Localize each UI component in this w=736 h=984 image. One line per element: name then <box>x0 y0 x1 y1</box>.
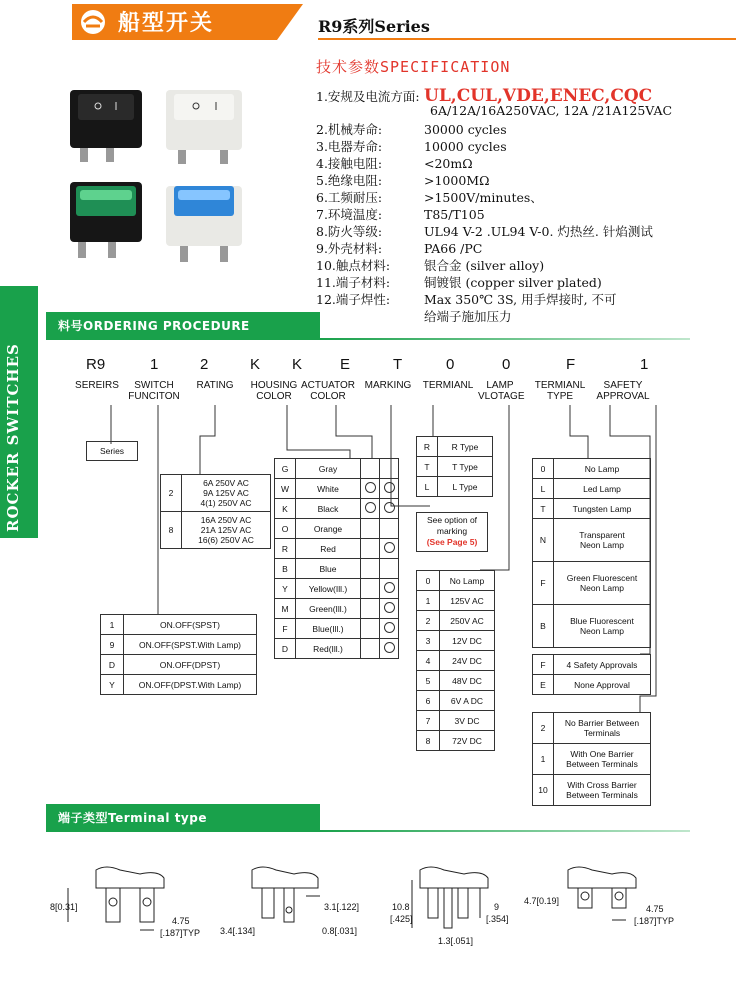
spec-line <box>316 188 543 206</box>
dim-a2: 4.75 <box>172 916 190 926</box>
terminal-type-table-cell: L <box>533 479 554 499</box>
color-table-cell <box>361 579 380 599</box>
lamp-voltage-table-cell: 48V DC <box>440 671 495 691</box>
color-table-cell <box>380 479 399 499</box>
spec-line <box>424 307 512 325</box>
switch-function-table-cell: ON.OFF(SPST.With Lamp) <box>124 635 257 655</box>
rating-table-row <box>161 512 271 549</box>
color-table-cell <box>361 639 380 659</box>
terminal-table-cell: T Type <box>438 457 493 477</box>
color-table-cell <box>361 559 380 579</box>
terminal-drawings <box>40 860 720 950</box>
spec-line <box>316 239 482 257</box>
spec-label: 3.电器寿命: <box>316 139 383 154</box>
dim-c4: [.354] <box>486 914 509 924</box>
dim-b2: 3.4[.134] <box>220 926 256 936</box>
spec-value: PA66 /PC <box>424 241 483 256</box>
lamp-voltage-table-cell: 250V AC <box>440 611 495 631</box>
lamp-voltage-table-cell: 7 <box>417 711 440 731</box>
connector-line <box>287 405 350 458</box>
code-label: SAFETY APPROVAL <box>596 380 650 402</box>
color-option-circle <box>384 502 395 513</box>
switch-function-table-row <box>101 635 257 655</box>
spec-label: 8.防火等级: <box>316 224 383 239</box>
lamp-voltage-table-cell: 4 <box>417 651 440 671</box>
color-option-circle <box>384 542 395 553</box>
code-char-4: K <box>292 356 303 373</box>
code-label: SEREIRS <box>75 380 119 391</box>
switch-function-table-cell: ON.OFF(SPST) <box>124 615 257 635</box>
terminal-table-row <box>417 477 493 497</box>
spec-line <box>316 171 489 189</box>
spec-value: >1000MΩ <box>424 173 490 188</box>
code-char-8: 0 <box>502 356 511 373</box>
barrier-table-cell: 10 <box>533 775 554 806</box>
color-table-row <box>275 639 399 659</box>
terminal-table-row <box>417 457 493 477</box>
switch-function-table-cell: D <box>101 655 124 675</box>
color-table-cell: D <box>275 639 296 659</box>
color-table-cell: M <box>275 599 296 619</box>
color-table-cell: Orange <box>296 519 361 539</box>
series-box: Series <box>86 441 138 461</box>
color-table-cell: G <box>275 459 296 479</box>
color-table-row <box>275 599 399 619</box>
spec-value: UL94 V-2 .UL94 V-0. 灼热丝. 针焰测试 <box>424 224 653 239</box>
color-table-cell: W <box>275 479 296 499</box>
color-table-cell: Red <box>296 539 361 559</box>
color-option-circle <box>384 642 395 653</box>
spec-value: 铜镀银 (copper silver plated) <box>424 275 602 290</box>
spec-value: 给端子施加压力 <box>424 309 512 324</box>
side-tab-label: ROCKER SWITCHES <box>4 343 22 532</box>
switch-function-table-cell: ON.OFF(DPST) <box>124 655 257 675</box>
code-label: RATING <box>196 380 234 391</box>
color-table-row <box>275 579 399 599</box>
lamp-voltage-table-cell: 24V DC <box>440 651 495 671</box>
terminal-type-table-cell: 0 <box>533 459 554 479</box>
lamp-voltage-table-row <box>417 691 495 711</box>
spec-label: 2.机械寿命: <box>316 122 383 137</box>
barrier-table-row <box>533 775 651 806</box>
marking-note <box>416 512 488 552</box>
lamp-voltage-table-cell: 3 <box>417 631 440 651</box>
safety-table-cell: E <box>533 675 554 695</box>
terminal-type-table-row <box>533 562 651 605</box>
terminal-type-table-cell: Led Lamp <box>554 479 651 499</box>
code-label: TERMIANL TYPE <box>534 380 586 402</box>
dim-c3: 9 <box>494 902 500 912</box>
lamp-voltage-table-cell: 2 <box>417 611 440 631</box>
color-option-circle <box>384 482 395 493</box>
dim-d2: 4.75 <box>646 904 664 914</box>
color-table-cell: Black <box>296 499 361 519</box>
spec-line <box>316 256 544 274</box>
dim-a1: 8[0.31] <box>50 902 78 912</box>
color-table-cell: Green(Ill.) <box>296 599 361 619</box>
color-option-circle <box>365 482 376 493</box>
color-table-cell: Yellow(Ill.) <box>296 579 361 599</box>
rating-table-cell: 16A 250V AC 21A 125V AC 16(6) 250V AC <box>182 512 271 549</box>
terminal-table-cell: L Type <box>438 477 493 497</box>
spec-line <box>316 273 602 291</box>
color-table-cell <box>380 579 399 599</box>
code-char-7: 0 <box>446 356 455 373</box>
spec-value: UL,CUL,VDE,ENEC,CQC <box>424 86 653 106</box>
color-option-circle <box>384 582 395 593</box>
color-table-cell <box>361 479 380 499</box>
dim-d1: 4.7[0.19] <box>524 896 560 906</box>
color-table-cell: Y <box>275 579 296 599</box>
lamp-voltage-table-row <box>417 611 495 631</box>
color-table-cell: O <box>275 519 296 539</box>
dim-c2: [.425] <box>390 914 413 924</box>
terminal-type-table-cell: B <box>533 605 554 648</box>
color-table-cell <box>380 559 399 579</box>
lamp-voltage-table-cell: 12V DC <box>440 631 495 651</box>
spec-heading: 技术参数SPECIFICATION <box>316 58 511 76</box>
color-table-cell <box>361 539 380 559</box>
color-table-cell <box>380 499 399 519</box>
lamp-voltage-table-row <box>417 711 495 731</box>
spec-label: 6.工频耐压: <box>316 190 383 205</box>
color-table-cell: F <box>275 619 296 639</box>
terminal-type-table-cell: No Lamp <box>554 459 651 479</box>
marking-page-ref: (See Page 5) <box>426 537 478 547</box>
code-char-5: E <box>340 356 351 373</box>
spec-line <box>316 120 507 138</box>
spec-label: 7.环境温度: <box>316 207 383 222</box>
lamp-voltage-table-cell: 0 <box>417 571 440 591</box>
spec-value: 10000 cycles <box>424 139 507 154</box>
lamp-voltage-table-cell: 72V DC <box>440 731 495 751</box>
terminal-type-table-cell: T <box>533 499 554 519</box>
color-table-row <box>275 479 399 499</box>
terminal-type-table-row <box>533 479 651 499</box>
code-label: HOUSING COLOR <box>250 380 298 402</box>
code-char-6: T <box>393 356 403 373</box>
safety-table-row <box>533 675 651 695</box>
color-table-cell: Red(Ill.) <box>296 639 361 659</box>
lamp-voltage-table <box>416 570 495 751</box>
switch-function-table <box>100 614 257 695</box>
spec-value: >1500V/minutes、 <box>424 190 543 205</box>
terminal-table-cell: L <box>417 477 438 497</box>
spec-label: 4.接触电阻: <box>316 156 383 171</box>
color-table-cell <box>361 619 380 639</box>
switch-function-table-cell: ON.OFF(DPST.With Lamp) <box>124 675 257 695</box>
marking-note-text: See option of marking <box>426 515 478 536</box>
terminal-type-table-row <box>533 605 651 648</box>
color-table-cell: White <box>296 479 361 499</box>
spec-line <box>430 103 672 118</box>
code-char-0: R9 <box>86 356 106 373</box>
rating-table-row <box>161 475 271 512</box>
switch-function-table-cell: Y <box>101 675 124 695</box>
lamp-voltage-table-cell: 3V DC <box>440 711 495 731</box>
code-label: ACTUATOR COLOR <box>300 380 356 402</box>
lamp-voltage-table-row <box>417 591 495 611</box>
spec-label: 10.触点材料: <box>316 258 391 273</box>
code-label: LAMP VLOTAGE <box>478 380 525 402</box>
rating-table-cell: 6A 250V AC 9A 125V AC 4(1) 250V AC <box>182 475 271 512</box>
dim-b1: 3.1[.122] <box>324 902 360 912</box>
terminal-type-table-row <box>533 519 651 562</box>
terminal-type-table-cell: N <box>533 519 554 562</box>
color-table-cell <box>380 639 399 659</box>
color-table-cell <box>380 459 399 479</box>
color-table-cell: Gray <box>296 459 361 479</box>
lamp-voltage-table-cell: 1 <box>417 591 440 611</box>
terminal-type-table-cell: Blue Fluorescent Neon Lamp <box>554 605 651 648</box>
dim-b3: 0.8[.031] <box>322 926 358 936</box>
color-option-circle <box>365 502 376 513</box>
color-table-row <box>275 619 399 639</box>
terminal-type-table-cell: F <box>533 562 554 605</box>
color-table-cell: Blue <box>296 559 361 579</box>
connector-line <box>570 405 588 458</box>
color-table-row <box>275 499 399 519</box>
color-table-cell <box>380 619 399 639</box>
switch-function-table-row <box>101 675 257 695</box>
terminal-heading: 端子类型Terminal type <box>46 804 320 832</box>
spec-value: <20mΩ <box>424 156 473 171</box>
color-table-cell <box>380 599 399 619</box>
spec-line <box>316 154 473 172</box>
terminal-table <box>416 436 493 497</box>
lamp-voltage-table-cell: 125V AC <box>440 591 495 611</box>
terminal-type-table-cell: Transparent Neon Lamp <box>554 519 651 562</box>
color-table-cell <box>361 499 380 519</box>
terminal-table-cell: R Type <box>438 437 493 457</box>
switch-function-table-row <box>101 615 257 635</box>
spec-value: 30000 cycles <box>424 122 507 137</box>
lamp-voltage-table-row <box>417 651 495 671</box>
spec-value: Max 350℃ 3S, 用手焊接时, 不可 <box>424 292 617 307</box>
code-label: SWITCH FUNCITON <box>128 380 180 402</box>
barrier-table-cell: 2 <box>533 713 554 744</box>
series-title: R9系列Series <box>318 17 430 36</box>
color-table-cell: B <box>275 559 296 579</box>
spec-label: 5.绝缘电阻: <box>316 173 383 188</box>
terminal-heading-rule <box>320 830 690 832</box>
lamp-voltage-table-row <box>417 671 495 691</box>
spec-label: 12.端子焊性: <box>316 292 391 307</box>
spec-label: 1.安规及电流方面: <box>316 89 420 104</box>
barrier-table-cell: With Cross Barrier Between Terminals <box>554 775 651 806</box>
code-label: TERMIANL <box>422 380 474 391</box>
spec-value: 银合金 (silver alloy) <box>424 258 545 273</box>
code-char-1: 1 <box>150 356 159 373</box>
color-table-cell <box>361 459 380 479</box>
color-table-row <box>275 519 399 539</box>
color-option-circle <box>384 602 395 613</box>
rating-table-cell: 2 <box>161 475 182 512</box>
color-table-cell: R <box>275 539 296 559</box>
terminal-table-cell: R <box>417 437 438 457</box>
spec-value: T85/T105 <box>424 207 485 222</box>
rating-table-cell: 8 <box>161 512 182 549</box>
barrier-table <box>532 712 651 806</box>
spec-line <box>316 137 507 155</box>
terminal-table-row <box>417 437 493 457</box>
connector-line <box>200 405 215 474</box>
code-char-10: 1 <box>640 356 649 373</box>
spec-line <box>316 222 653 240</box>
code-label: MARKING <box>364 380 412 391</box>
safety-table-cell: 4 Safety Approvals <box>554 655 651 675</box>
terminal-type-table-cell: Tungsten Lamp <box>554 499 651 519</box>
terminal-type-table-row <box>533 499 651 519</box>
barrier-table-cell: With One Barrier Between Terminals <box>554 744 651 775</box>
lamp-voltage-table-cell: 5 <box>417 671 440 691</box>
lamp-voltage-table-cell: 6 <box>417 691 440 711</box>
lamp-voltage-table-row <box>417 631 495 651</box>
spec-label: 11.端子材料: <box>316 275 391 290</box>
spec-line <box>316 205 485 223</box>
switch-function-table-cell: 9 <box>101 635 124 655</box>
rating-table <box>160 474 271 549</box>
color-table-cell <box>380 519 399 539</box>
lamp-voltage-table-row <box>417 731 495 751</box>
color-table-row <box>275 459 399 479</box>
lamp-voltage-table-row <box>417 571 495 591</box>
terminal-type-table <box>532 458 651 648</box>
color-option-circle <box>384 622 395 633</box>
barrier-table-cell: 1 <box>533 744 554 775</box>
color-table-cell <box>361 599 380 619</box>
lamp-voltage-table-cell: 6V A DC <box>440 691 495 711</box>
code-char-2: 2 <box>200 356 209 373</box>
color-table-cell <box>361 519 380 539</box>
terminal-type-table-row <box>533 459 651 479</box>
switch-function-table-cell: 1 <box>101 615 124 635</box>
safety-table <box>532 654 651 695</box>
terminal-type-table-cell: Green Fluorescent Neon Lamp <box>554 562 651 605</box>
barrier-table-cell: No Barrier Between Terminals <box>554 713 651 744</box>
terminal-table-cell: T <box>417 457 438 477</box>
dim-c1: 10.8 <box>392 902 410 912</box>
switch-function-table-row <box>101 655 257 675</box>
color-table <box>274 458 399 659</box>
barrier-table-row <box>533 713 651 744</box>
page-title: 船型开关 <box>118 11 215 36</box>
color-table-row <box>275 539 399 559</box>
color-table-cell: K <box>275 499 296 519</box>
ordering-heading: 料号ORDERING PROCEDURE <box>46 312 320 340</box>
spec-line <box>316 290 617 308</box>
safety-table-cell: F <box>533 655 554 675</box>
code-char-3: K <box>250 356 261 373</box>
dim-d3: [.187]TYP <box>634 916 675 926</box>
color-table-cell <box>380 539 399 559</box>
lamp-voltage-table-cell: No Lamp <box>440 571 495 591</box>
barrier-table-row <box>533 744 651 775</box>
dim-c5: 1.3[.051] <box>438 936 474 946</box>
spec-label: 9.外壳材料: <box>316 241 383 256</box>
safety-table-cell: None Approval <box>554 675 651 695</box>
dim-a3: [.187]TYP <box>160 928 201 938</box>
code-char-9: F <box>566 356 576 373</box>
spec-value: 6A/12A/16A250VAC, 12A /21A125VAC <box>430 103 673 118</box>
lamp-voltage-table-cell: 8 <box>417 731 440 751</box>
color-table-cell: Blue(Ill.) <box>296 619 361 639</box>
safety-table-row <box>533 655 651 675</box>
color-table-row <box>275 559 399 579</box>
